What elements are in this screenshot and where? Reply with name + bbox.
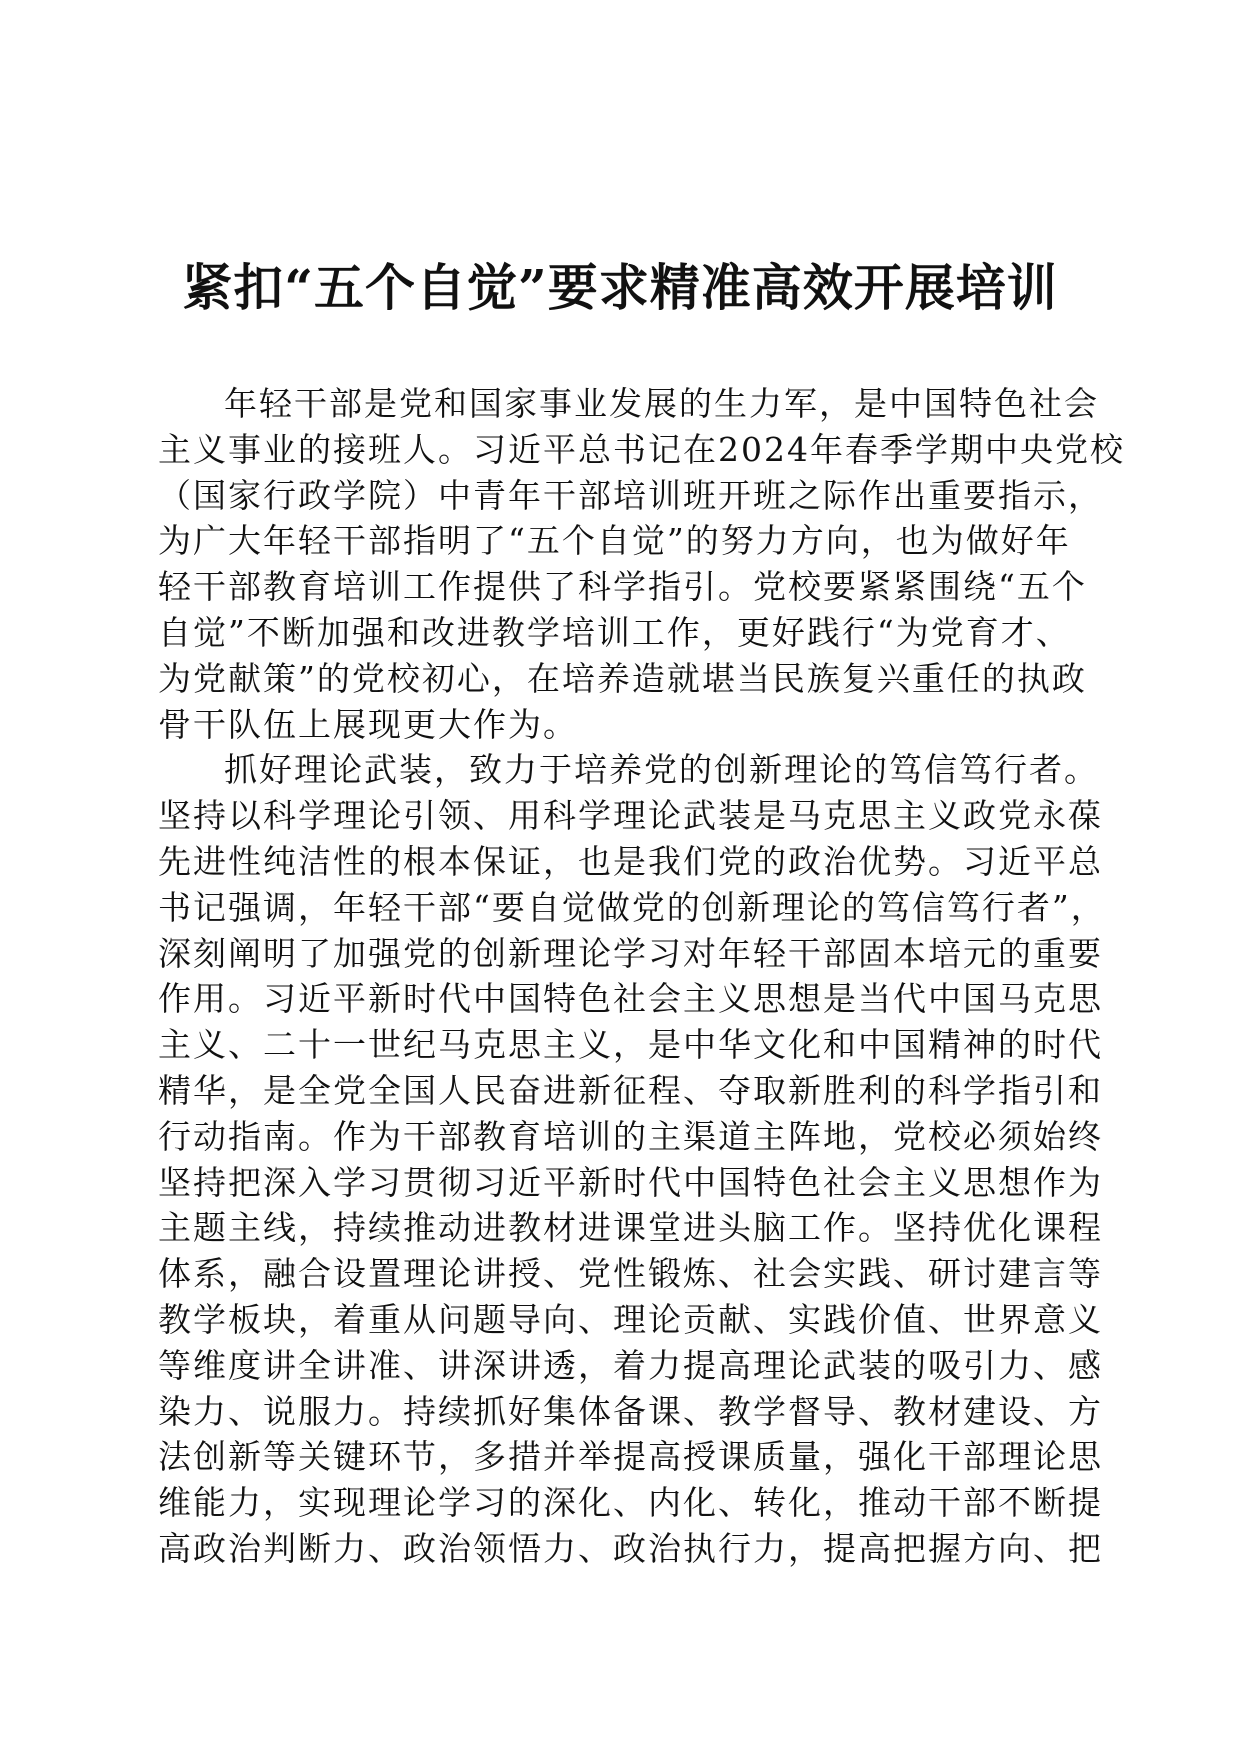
text-line: 教学板块，着重从问题导向、理论贡献、实践价值、世界意义 [158, 1299, 1103, 1339]
text-line: 行动指南。作为干部教育培训的主渠道主阵地，党校必须始终 [158, 1116, 1103, 1156]
text-line: 为党献策”的党校初心，在培养造就堪当民族复兴重任的执政 [158, 658, 1087, 698]
paragraph-intro [158, 381, 1125, 747]
text-line: 法创新等关键环节，多措并举提高授课质量，强化干部理论思 [158, 1437, 1103, 1477]
text-line: 深刻阐明了加强党的创新理论学习对年轻干部固本培元的重要 [158, 933, 1103, 973]
text-line: 为广大年轻干部指明了“五个自觉”的努力方向，也为做好年 [158, 521, 1071, 561]
text-line: （国家行政学院）中青年干部培训班开班之际作出重要指示， [158, 475, 1103, 515]
text-line: 先进性纯洁性的根本保证，也是我们党的政治优势。习近平总 [158, 841, 1103, 881]
text-line: 精华，是全党全国人民奋进新征程、夺取新胜利的科学指引和 [158, 1070, 1103, 1110]
text-line: 体系，融合设置理论讲授、党性锻炼、社会实践、研讨建言等 [158, 1254, 1103, 1294]
text-line: 等维度讲全讲准、讲深讲透，着力提高理论武装的吸引力、感 [158, 1345, 1103, 1385]
text-line: 主义、二十一世纪马克思主义，是中华文化和中国精神的时代 [158, 1025, 1103, 1065]
text-line: 年轻干部是党和国家事业发展的生力军，是中国特色社会 [224, 384, 1099, 423]
document-title: 紧扣“五个自觉”要求精准高效开展培训 [182, 258, 1058, 317]
paragraph-theory [158, 747, 1106, 1571]
text-line: 骨干队伍上展现更大作为。 [158, 704, 578, 744]
text-line: 自觉”不断加强和改进教学培训工作，更好践行“为党育才、 [158, 612, 1071, 652]
text-line: 作用。习近平新时代中国特色社会主义思想是当代中国马克思 [158, 979, 1103, 1019]
text-line: 坚持把深入学习贯彻习近平新时代中国特色社会主义思想作为 [158, 1162, 1103, 1202]
text-line: 染力、说服力。持续抓好集体备课、教学督导、教材建设、方 [158, 1391, 1103, 1431]
text-line: 抓好理论武装，致力于培养党的创新理论的笃信笃行者。 [224, 750, 1099, 790]
text-line: 主题主线，持续推动进教材进课堂进头脑工作。坚持优化课程 [158, 1208, 1103, 1248]
document-body [158, 381, 1125, 1572]
text-line: 轻干部教育培训工作提供了科学指引。党校要紧紧围绕“五个 [158, 567, 1087, 607]
text-line: 主义事业的接班人。习近平总书记在2024年春季学期中央党校 [158, 429, 1125, 469]
text-line: 书记强调，年轻干部“要自觉做党的创新理论的笃信笃行者”， [158, 887, 1106, 927]
text-line: 维能力，实现理论学习的深化、内化、转化，推动干部不断提 [158, 1483, 1103, 1523]
text-line: 坚持以科学理论引领、用科学理论武装是马克思主义政党永葆 [158, 796, 1103, 836]
text-line: 高政治判断力、政治领悟力、政治执行力，提高把握方向、把 [158, 1528, 1103, 1568]
